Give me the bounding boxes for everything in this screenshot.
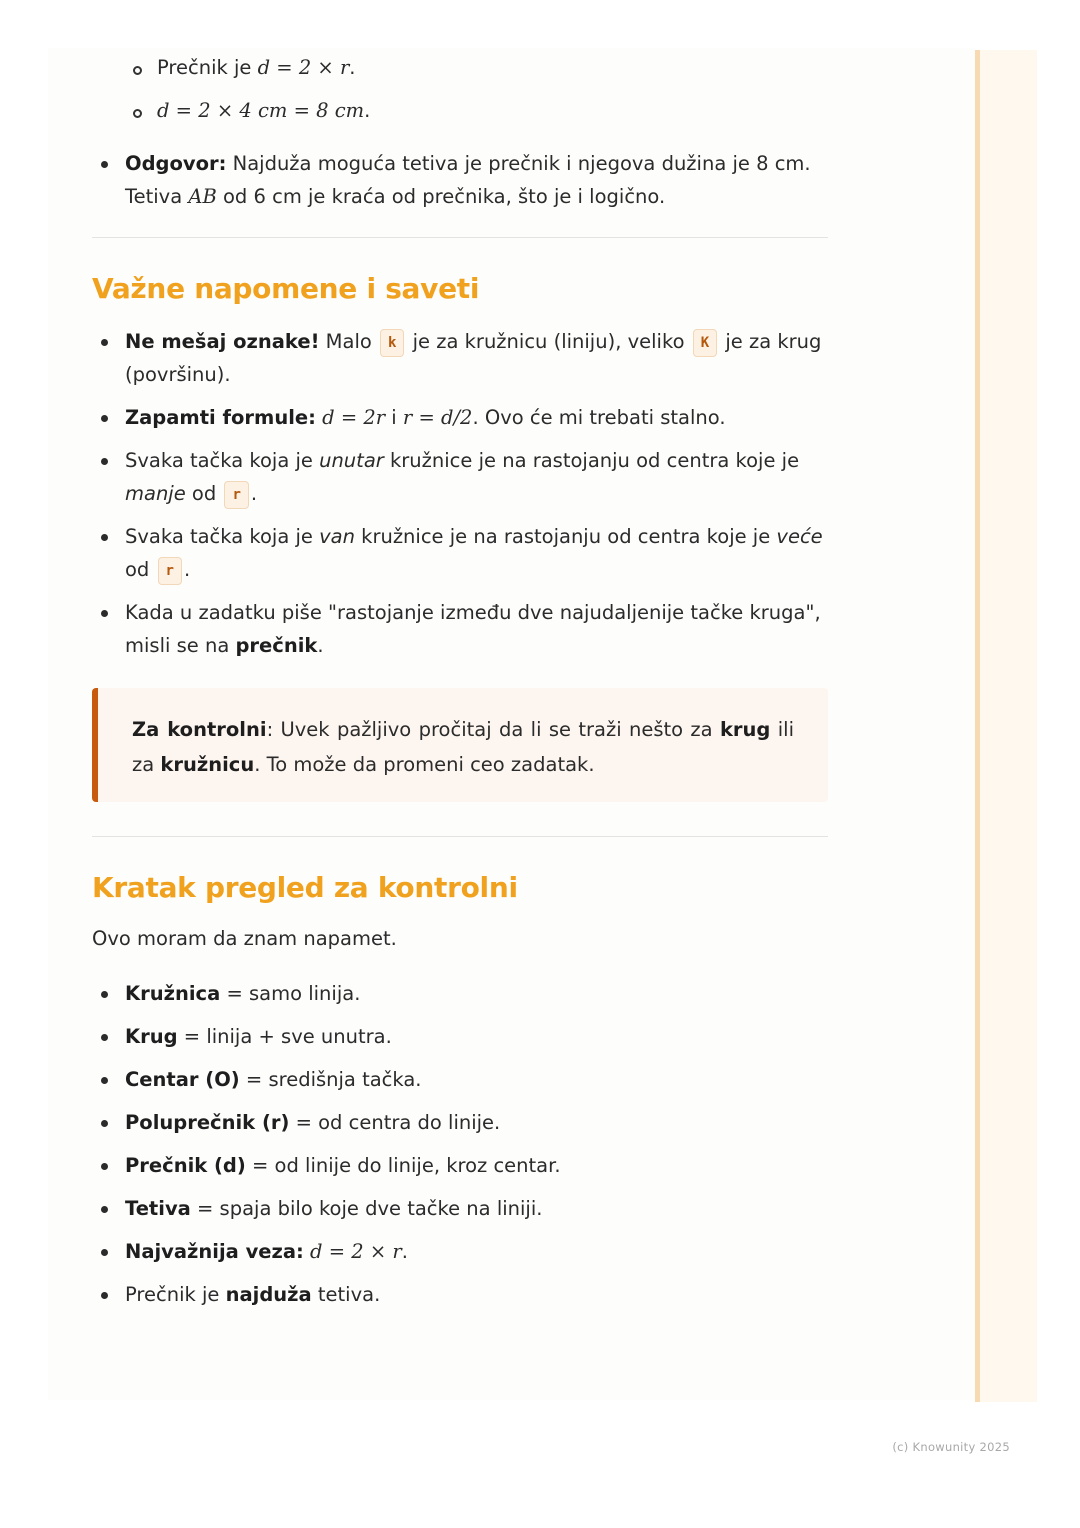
formula: d = 2 × r (257, 56, 350, 79)
punctuation: . (349, 56, 356, 79)
note-text: Malo (319, 330, 378, 353)
formula: d = 2r (322, 406, 386, 429)
summary-intro: Ovo moram da znam napamet. (92, 927, 397, 950)
answer-item (92, 147, 828, 213)
term: Prečnik (d) (125, 1154, 246, 1177)
code-k: k (380, 329, 404, 357)
list-item (92, 1235, 828, 1268)
summary-list (92, 977, 828, 1311)
term: Najvažnija veza: (125, 1240, 304, 1263)
side-panel (975, 50, 1037, 1402)
callout-text: . To može da promeni ceo zadatak. (254, 753, 595, 776)
copyright-footer: (c) Knowunity 2025 (892, 1440, 1010, 1454)
note-label: Zapamti formule: (125, 406, 316, 429)
list-item (92, 1106, 828, 1139)
list-item (92, 596, 828, 662)
definition: tetiva. (311, 1283, 381, 1306)
definition: = linija + sve unutra. (177, 1025, 392, 1048)
list-item (92, 520, 828, 586)
callout-text: ili za (132, 718, 794, 776)
formula: d = 2 × 4 cm = 8 cm (157, 99, 365, 122)
answer-list (92, 147, 828, 213)
note-text: Svaka tačka koja je (125, 449, 320, 472)
term: Kružnica (125, 982, 221, 1005)
emphasis: unutar (319, 449, 384, 472)
document-content (92, 48, 828, 1321)
bold-term: kružnicu (160, 753, 255, 776)
note-text: je za kružnicu (liniju), veliko (406, 330, 691, 353)
note-text: Svaka tačka koja je (125, 525, 320, 548)
definition: = od centra do linije. (289, 1111, 501, 1134)
definition: Prečnik je (125, 1283, 226, 1306)
punctuation: . (317, 634, 324, 657)
definition: = središnja tačka. (239, 1068, 422, 1091)
list-item (92, 51, 828, 94)
term: Tetiva (125, 1197, 191, 1220)
list-item (92, 1149, 828, 1182)
list-item (92, 444, 828, 510)
note-text: . Ovo će mi trebati stalno. (472, 406, 726, 429)
list-item (92, 1192, 828, 1225)
code-K: K (693, 329, 717, 357)
list-item (92, 1020, 828, 1053)
note-text: Kada u zadatku piše "rastojanje između dve najudaljenije tačke kruga", misli se na (125, 601, 821, 657)
answer-text: od 6 cm je kraća od prečnika, što je i logično. (216, 185, 666, 208)
definition: = spaja bilo koje dve tačke na liniji. (190, 1197, 543, 1220)
list-item (92, 401, 828, 434)
term: Centar (O) (125, 1068, 240, 1091)
calculation-sublist (92, 48, 828, 137)
term: Poluprečnik (r) (125, 1111, 290, 1134)
answer-label: Odgovor: (125, 152, 227, 175)
code-r: r (224, 481, 248, 509)
notes-list (92, 325, 828, 662)
note-text: je za krug (površinu). (125, 330, 822, 386)
bold-term: prečnik (235, 634, 318, 657)
bold-term: krug (719, 718, 771, 741)
punctuation: . (401, 1240, 408, 1263)
emphasis: van (319, 525, 355, 548)
term: najduža (225, 1283, 312, 1306)
formula: d = 2 × r (310, 1240, 402, 1263)
note-text: od (185, 482, 223, 505)
callout-label: Za kontrolni (132, 718, 267, 741)
emphasis: manje (125, 482, 186, 505)
punctuation: . (364, 99, 371, 122)
list-item (92, 977, 828, 1010)
code-r: r (158, 557, 182, 585)
list-item (92, 325, 828, 391)
section-heading-summary: Kratak pregled za kontrolni (92, 871, 518, 904)
divider (92, 237, 828, 238)
divider (92, 836, 828, 837)
note-text: i (385, 406, 403, 429)
section-heading-notes: Važne napomene i saveti (92, 272, 480, 305)
definition: = od linije do linije, kroz centar. (245, 1154, 561, 1177)
chord-symbol: AB (188, 185, 217, 208)
emphasis: veće (776, 525, 823, 548)
note-text: kružnice je na rastojanju od centra koje je (383, 449, 800, 472)
definition: = samo linija. (220, 982, 361, 1005)
term: Krug (125, 1025, 178, 1048)
punctuation: . (250, 482, 258, 505)
sublist-item-text: Prečnik je (157, 56, 258, 79)
exam-tip-callout (92, 688, 828, 802)
formula: r = d/2 (402, 406, 473, 429)
note-label: Ne mešaj oznake! (125, 330, 320, 353)
punctuation: . (183, 558, 191, 581)
list-item (92, 94, 828, 137)
note-text: kružnice je na rastojanju od centra koje je (354, 525, 777, 548)
answer-text: Najduža moguća tetiva je prečnik i njegova dužina je 8 cm. Tetiva (125, 152, 811, 208)
note-text: od (125, 558, 156, 581)
callout-text: : Uvek pažljivo pročitaj da li se traži nešto za (266, 718, 720, 741)
list-item (92, 1278, 828, 1311)
list-item (92, 1063, 828, 1096)
